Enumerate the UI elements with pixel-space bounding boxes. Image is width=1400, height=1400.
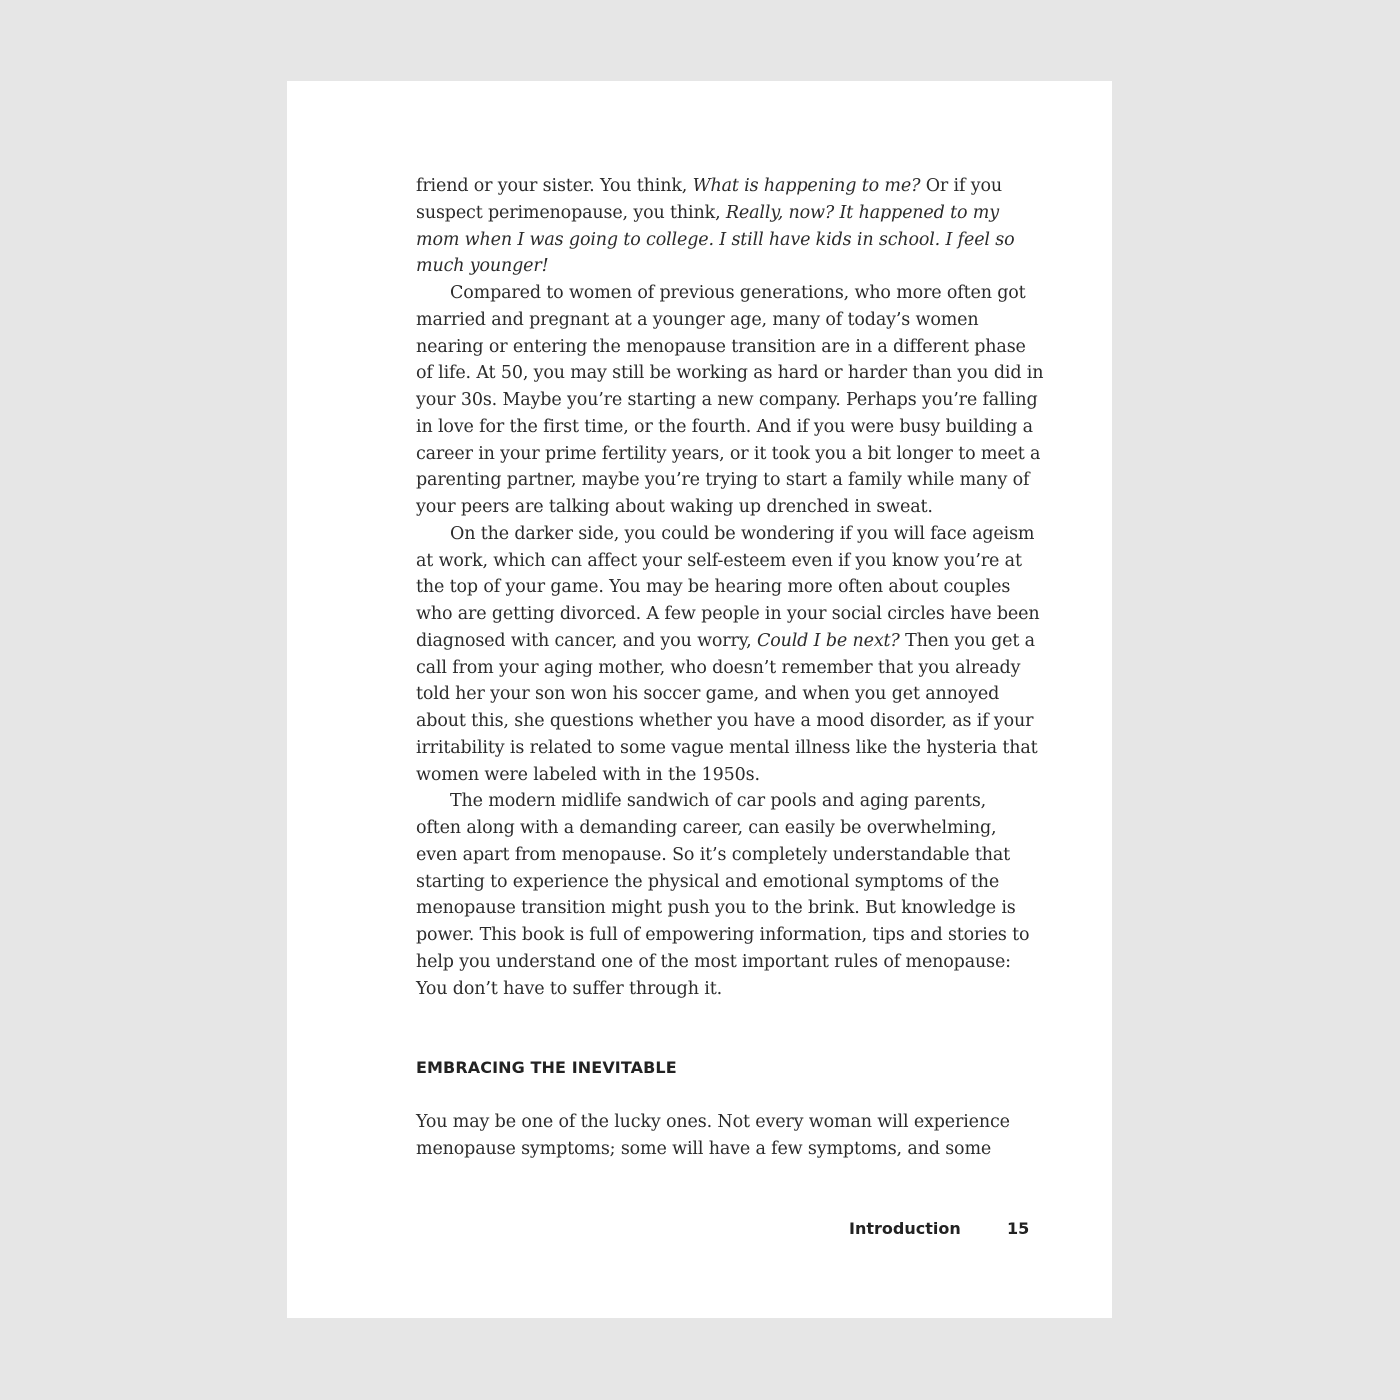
text-segment: power. This book is full of empowering information, tips and stories to [416, 925, 1030, 945]
text-line [416, 387, 1036, 414]
text-line [416, 574, 1036, 601]
text-segment: diagnosed with cancer, and you worry, [416, 630, 757, 651]
text-segment: even apart from menopause. So it’s completely understandable that [416, 844, 1011, 865]
text-line [416, 708, 1036, 735]
text-line [416, 441, 1041, 468]
text-segment: starting to experience the physical and emotional symptoms of the [416, 871, 1000, 892]
text-line [416, 842, 1036, 869]
italic-text-segment: mom when I was going to college. I still have kids in school. I feel so [416, 229, 1015, 250]
text-segment: You may be one of the lucky ones. Not every woman will experience [416, 1112, 1010, 1132]
text-segment: at work, which can affect your self-esteem even if you know you’re at [416, 550, 1022, 571]
text-segment: friend or your sister. You think, [416, 176, 693, 196]
text-line [416, 628, 1036, 655]
text-segment: your 30s. Maybe you’re starting a new company. Perhaps you’re falling [416, 390, 1038, 410]
running-footer-chapter: Introduction [849, 1219, 961, 1238]
text-segment: about this, she questions whether you have a mood disorder, as if your [416, 711, 1034, 731]
text-segment: the top of your game. You may be hearing more often about couples [416, 577, 1011, 598]
text-line [416, 895, 1036, 922]
text-line [416, 548, 1036, 575]
text-segment: your peers are talking about waking up drenched in sweat. [416, 497, 933, 517]
text-segment: On the darker side, you could be wondering if you will face ageism [450, 523, 1035, 544]
text-segment: irritability is related to some vague mental illness like the hysteria that [416, 737, 1038, 758]
text-segment: career in your prime fertility years, or it took you a bit longer to meet a [416, 443, 1041, 464]
body-text [416, 173, 1044, 1002]
text-segment: call from your aging mother, who doesn’t remember that you already [416, 657, 1021, 678]
text-segment: nearing or entering the menopause transition are in a different phase [416, 336, 1026, 357]
text-line [416, 1109, 1036, 1136]
text-line [416, 681, 1036, 708]
text-line [416, 922, 1036, 949]
text-segment: women were labeled with in the 1950s. [416, 764, 760, 785]
text-line [416, 788, 1036, 815]
italic-text-segment: Really, now? It happened to my [725, 202, 999, 223]
text-line [416, 949, 1036, 976]
text-line [416, 976, 1036, 1003]
italic-text-segment: Could I be next? [756, 630, 900, 651]
text-line [416, 601, 1040, 628]
text-segment: Or if you [920, 176, 1002, 196]
text-line [416, 200, 1036, 227]
text-segment: Then you get a [899, 630, 1035, 651]
text-line [416, 360, 1044, 387]
text-segment: The modern midlife sandwich of car pools and aging parents, [450, 791, 987, 812]
text-line [416, 655, 1036, 682]
italic-text-segment: much younger! [416, 256, 549, 277]
text-line [416, 869, 1036, 896]
text-line [416, 521, 1036, 548]
text-line [416, 173, 1036, 200]
text-line [416, 467, 1036, 494]
section-body-text [416, 1109, 1036, 1163]
text-line [416, 227, 1036, 254]
text-segment: told her your son won his soccer game, and when you get annoyed [416, 684, 1000, 705]
text-segment: often along with a demanding career, can easily be overwhelming, [416, 818, 997, 838]
text-line [416, 280, 1036, 307]
text-segment: parenting partner, maybe you’re trying to start a family while many of [416, 470, 1030, 491]
text-line [416, 1136, 1036, 1163]
page-number: 15 [1007, 1219, 1030, 1238]
text-segment: married and pregnant at a younger age, many of today’s women [416, 309, 979, 330]
text-line [416, 735, 1036, 762]
text-line [416, 815, 1036, 842]
text-segment: help you understand one of the most important rules of menopause: [416, 951, 1011, 972]
text-segment: menopause transition might push you to the brink. But knowledge is [416, 898, 1016, 919]
text-segment: You don’t have to suffer through it. [416, 978, 723, 999]
text-line [416, 762, 1036, 789]
text-segment: in love for the first time, or the fourth. And if you were busy building a [416, 416, 1033, 437]
text-line [416, 253, 1036, 280]
text-line [416, 414, 1036, 441]
book-page [287, 81, 1112, 1318]
text-segment: menopause symptoms; some will have a few symptoms, and some [416, 1138, 992, 1159]
text-segment: Compared to women of previous generations, who more often got [450, 283, 1026, 303]
italic-text-segment: What is happening to me? [692, 176, 921, 196]
text-segment: suspect perimenopause, you think, [416, 202, 726, 223]
section-heading: EMBRACING THE INEVITABLE [416, 1058, 677, 1077]
text-line [416, 334, 1036, 361]
text-line [416, 307, 1036, 334]
text-segment: who are getting divorced. A few people in your social circles have been [416, 604, 1040, 624]
text-segment: of life. At 50, you may still be working as hard or harder than you did in [416, 363, 1044, 384]
text-line [416, 494, 1036, 521]
